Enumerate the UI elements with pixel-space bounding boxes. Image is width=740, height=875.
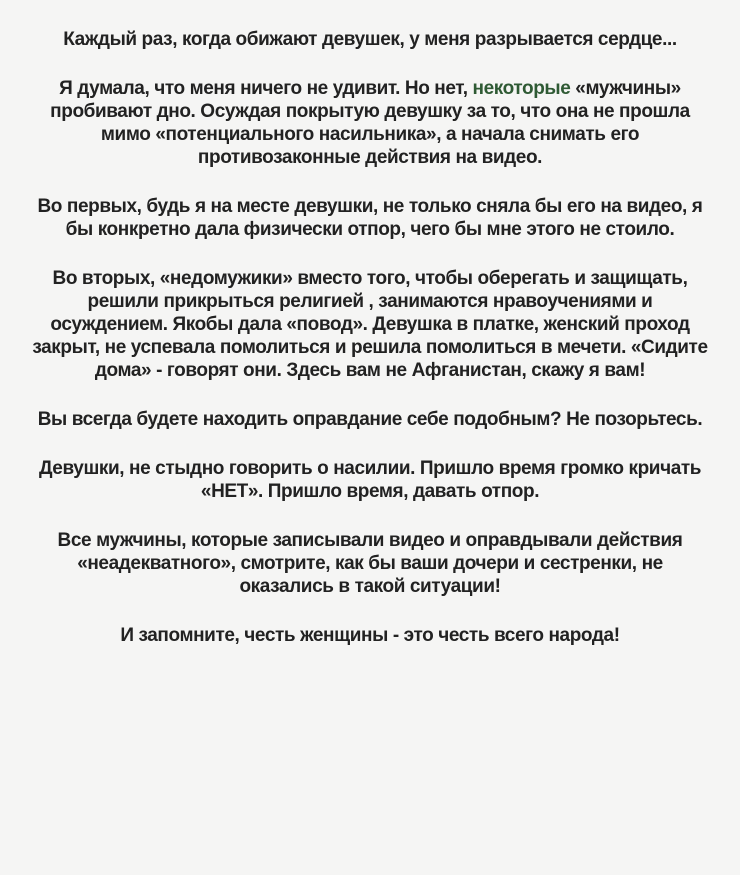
paragraph-1: Каждый раз, когда обижают девушек, у меня разрывается сердце...: [63, 29, 677, 50]
paragraph-2: [30, 77, 710, 169]
paragraph-8: И запомните, честь женщины - это честь всего народа!: [120, 625, 620, 646]
paragraph-7: Все мужчины, которые записывали видео и оправдывали действия «неадекватного», смотрите, как бы ваши дочери и сестренки, не оказались в такой ситуации!: [57, 530, 683, 597]
paragraph-6: Девушки, не стыдно говорить о насилии. Пришло время громко кричать «НЕТ». Пришло время, давать отпор.: [38, 458, 702, 502]
paragraph-3: Во первых, будь я на месте девушки, не только сняла бы его на видео, я бы конкретно дала физически отпор, чего бы мне этого не стоило.: [37, 196, 703, 240]
highlighted-word: некоторые: [472, 78, 571, 99]
paragraph-2-start: Я думала, что меня ничего не удивит. Но нет,: [59, 78, 473, 99]
paragraph-5: Вы всегда будете находить оправдание себе подобным? Не позорьтесь.: [37, 409, 703, 430]
paragraph-4: Во вторых, «недомужики» вместо того, чтобы оберегать и защищать, решили прикрыться религией , занимаются нравоучениями и осуждением. Якобы дала «повод». Девушка в платке, женский проход закрыт, не успевала помолиться и решила помолиться в мечети. «Сидите дома» - говорят они. Здесь вам не Афганистан, скажу я вам!: [32, 268, 708, 381]
paragraph-2-end: «мужчины» пробивают дно. Осуждая покрытую девушку за то, что она не прошла мимо «потенциального насильника», а начала снимать его противозаконные действия на видео.: [50, 78, 690, 168]
